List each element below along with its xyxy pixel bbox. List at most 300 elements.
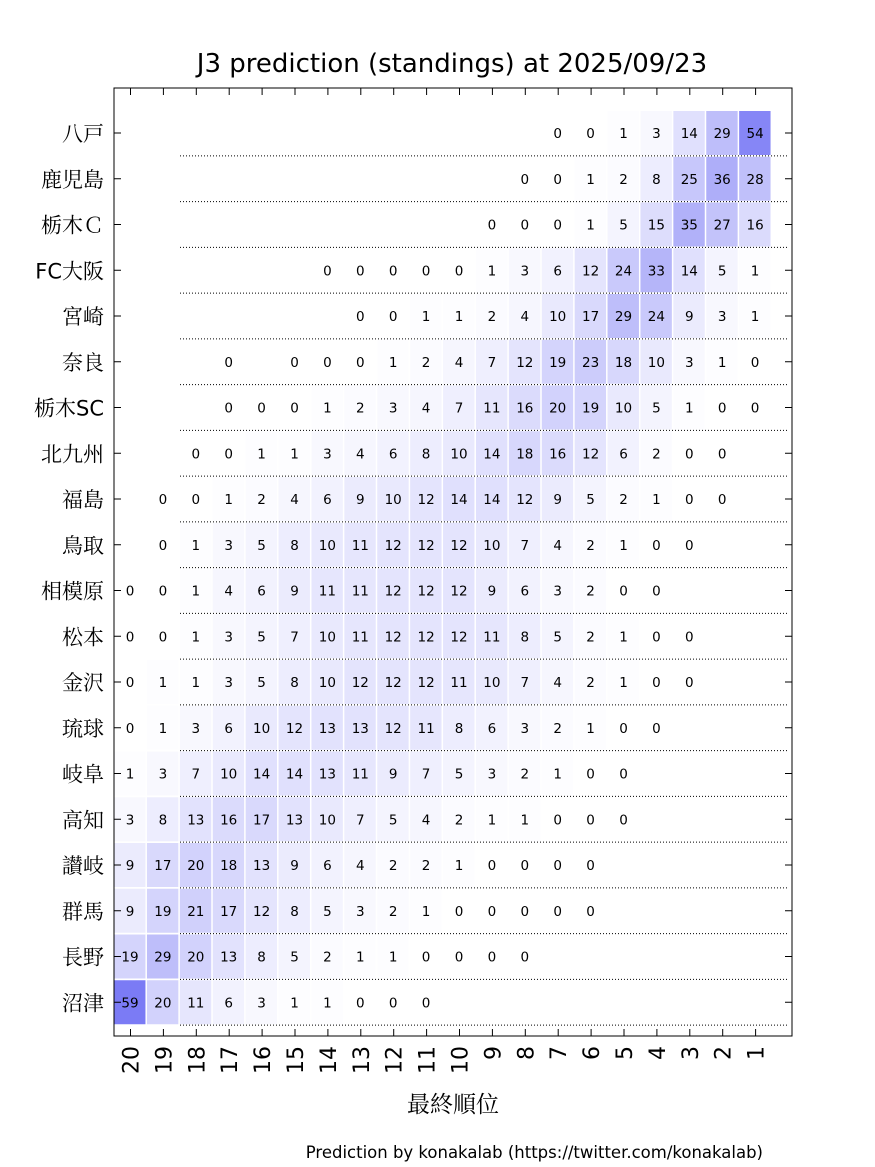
cell-value: 6 bbox=[553, 263, 562, 280]
cell-value: 24 bbox=[614, 263, 633, 280]
cell-value: 29 bbox=[614, 309, 633, 325]
cell-value: 0 bbox=[125, 583, 135, 600]
cell-value: 20 bbox=[187, 858, 205, 874]
x-tick-label: 1 bbox=[744, 1046, 770, 1060]
cell-value: 0 bbox=[454, 949, 464, 966]
cell-value: 3 bbox=[717, 309, 727, 325]
cell-value: 0 bbox=[685, 492, 694, 508]
cell-value: 3 bbox=[158, 766, 168, 783]
cell-value: 6 bbox=[520, 583, 530, 600]
cell-value: 12 bbox=[417, 629, 435, 646]
cell-value: 4 bbox=[224, 583, 233, 600]
cell-value: 1 bbox=[619, 537, 628, 554]
cell-value: 0 bbox=[652, 675, 661, 691]
cell-value: 3 bbox=[356, 903, 365, 920]
cell-value: 59 bbox=[121, 995, 139, 1012]
cell-value: 1 bbox=[158, 675, 168, 691]
team-label: 相模原 bbox=[41, 579, 104, 604]
cell-value: 10 bbox=[253, 720, 271, 737]
cell-value: 6 bbox=[388, 446, 398, 463]
team-label: 宮崎 bbox=[62, 305, 104, 329]
cell-value: 1 bbox=[290, 995, 299, 1012]
cell-value: 0 bbox=[487, 949, 497, 966]
cell-value: 14 bbox=[680, 263, 698, 280]
cell-value: 2 bbox=[257, 492, 266, 508]
cell-value: 0 bbox=[553, 903, 562, 920]
cell-value: 2 bbox=[586, 629, 595, 646]
team-label: 長野 bbox=[62, 945, 104, 970]
cell-value: 9 bbox=[290, 858, 299, 874]
cell-value: 17 bbox=[220, 903, 238, 920]
cell-value: 7 bbox=[191, 766, 201, 783]
cell-value: 1 bbox=[553, 766, 562, 783]
x-tick-label: 12 bbox=[382, 1046, 408, 1074]
team-label: FC大阪 bbox=[35, 259, 104, 284]
cell-value: 0 bbox=[388, 995, 398, 1012]
cell-value: 7 bbox=[421, 766, 431, 783]
cell-value: 1 bbox=[619, 675, 628, 691]
x-tick-label: 7 bbox=[547, 1046, 573, 1060]
cell-value: 12 bbox=[417, 675, 435, 691]
cell-value: 1 bbox=[586, 171, 595, 188]
cell-value: 10 bbox=[647, 354, 665, 371]
cell-value: 35 bbox=[680, 217, 698, 234]
x-tick-label: 9 bbox=[481, 1046, 507, 1060]
cell-value: 0 bbox=[487, 858, 497, 874]
cell-value: 7 bbox=[356, 812, 365, 829]
cell-value: 17 bbox=[154, 858, 172, 874]
cell-value: 9 bbox=[685, 309, 694, 325]
cell-value: 0 bbox=[323, 354, 332, 371]
team-label: 鹿児島 bbox=[41, 167, 104, 192]
cell-value: 0 bbox=[619, 812, 628, 829]
cell-value: 0 bbox=[619, 583, 628, 600]
cell-value: 5 bbox=[257, 629, 266, 646]
cell-value: 3 bbox=[553, 583, 562, 600]
cell-value: 0 bbox=[454, 263, 464, 280]
team-label: 金沢 bbox=[62, 671, 104, 695]
cell-value: 5 bbox=[553, 629, 562, 646]
cell-value: 2 bbox=[553, 720, 562, 737]
cell-value: 0 bbox=[257, 400, 266, 417]
cell-value: 0 bbox=[717, 492, 727, 508]
cell-value: 1 bbox=[191, 583, 201, 600]
cell-value: 17 bbox=[582, 309, 600, 325]
cell-value: 2 bbox=[586, 537, 595, 554]
cell-value: 1 bbox=[487, 812, 497, 829]
cell-value: 4 bbox=[520, 309, 530, 325]
cell-value: 1 bbox=[520, 812, 530, 829]
cell-value: 12 bbox=[384, 629, 402, 646]
cell-value: 1 bbox=[388, 949, 398, 966]
x-tick-label: 2 bbox=[711, 1046, 737, 1060]
cell-value: 9 bbox=[388, 766, 398, 783]
cell-value: 2 bbox=[388, 858, 398, 874]
cell-value: 36 bbox=[713, 171, 731, 188]
cell-value: 14 bbox=[450, 492, 468, 508]
cell-value: 2 bbox=[619, 492, 628, 508]
cell-value: 0 bbox=[586, 812, 595, 829]
cell-value: 6 bbox=[323, 858, 332, 874]
cell-value: 4 bbox=[421, 400, 431, 417]
cell-value: 8 bbox=[290, 903, 299, 920]
cell-value: 0 bbox=[356, 263, 365, 280]
cell-value: 1 bbox=[454, 309, 464, 325]
cell-value: 0 bbox=[520, 217, 530, 234]
cell-value: 0 bbox=[652, 583, 661, 600]
cell-value: 19 bbox=[582, 400, 600, 417]
cell-value: 11 bbox=[351, 583, 369, 600]
cell-value: 28 bbox=[746, 171, 764, 188]
cell-value: 1 bbox=[257, 446, 266, 463]
cell-value: 0 bbox=[619, 766, 628, 783]
cell-value: 11 bbox=[351, 629, 369, 646]
cell-value: 13 bbox=[253, 858, 271, 874]
cell-value: 0 bbox=[158, 492, 168, 508]
cell-value: 0 bbox=[421, 995, 431, 1012]
cell-value: 10 bbox=[318, 812, 336, 829]
x-tick-label: 11 bbox=[415, 1046, 441, 1074]
team-label: 鳥取 bbox=[62, 533, 104, 558]
cell-value: 4 bbox=[356, 446, 365, 463]
team-label: 奈良 bbox=[62, 350, 104, 375]
x-tick-label: 15 bbox=[284, 1046, 309, 1074]
x-tick-label: 10 bbox=[448, 1046, 474, 1074]
cell-value: 3 bbox=[323, 446, 332, 463]
team-label: 八戸 bbox=[62, 122, 104, 146]
cell-value: 12 bbox=[384, 720, 402, 737]
cell-value: 11 bbox=[417, 720, 435, 737]
cell-value: 3 bbox=[685, 354, 694, 371]
cell-value: 9 bbox=[125, 903, 135, 920]
cell-value: 0 bbox=[356, 354, 365, 371]
cell-value: 10 bbox=[483, 537, 501, 554]
team-label: 栃木SC bbox=[34, 396, 104, 421]
cell-value: 1 bbox=[586, 720, 595, 737]
cell-value: 3 bbox=[388, 400, 398, 417]
cell-value: 1 bbox=[191, 537, 201, 554]
x-axis-title: 最終順位 bbox=[407, 1092, 499, 1118]
cell-value: 16 bbox=[516, 400, 534, 417]
cell-value: 2 bbox=[487, 309, 497, 325]
cell-value: 8 bbox=[520, 629, 530, 646]
cell-value: 54 bbox=[746, 126, 764, 142]
cell-value: 13 bbox=[187, 812, 205, 829]
x-tick-label: 8 bbox=[514, 1046, 540, 1060]
cell-value: 29 bbox=[713, 126, 731, 142]
cell-value: 7 bbox=[520, 537, 530, 554]
cell-value: 0 bbox=[388, 263, 398, 280]
cell-value: 2 bbox=[421, 354, 431, 371]
cell-value: 24 bbox=[647, 309, 665, 325]
cell-value: 10 bbox=[614, 400, 633, 417]
cell-value: 3 bbox=[652, 126, 661, 142]
cell-value: 13 bbox=[220, 949, 238, 966]
cell-value: 12 bbox=[450, 583, 468, 600]
cell-value: 1 bbox=[421, 309, 431, 325]
cell-value: 11 bbox=[351, 766, 369, 783]
cell-value: 14 bbox=[483, 492, 501, 508]
cell-value: 3 bbox=[487, 766, 497, 783]
cell-value: 5 bbox=[717, 263, 727, 280]
cell-value: 1 bbox=[454, 858, 464, 874]
cell-value: 0 bbox=[685, 675, 694, 691]
cell-value: 6 bbox=[257, 583, 266, 600]
cell-value: 1 bbox=[158, 720, 168, 737]
cell-value: 12 bbox=[384, 537, 402, 554]
cell-value: 1 bbox=[750, 263, 760, 280]
cell-value: 6 bbox=[323, 492, 332, 508]
cell-value: 8 bbox=[290, 675, 299, 691]
x-tick-label: 5 bbox=[613, 1046, 638, 1060]
cell-value: 11 bbox=[483, 629, 501, 646]
cell-value: 0 bbox=[586, 858, 595, 874]
cell-value: 29 bbox=[154, 949, 172, 966]
cell-value: 1 bbox=[356, 949, 365, 966]
cell-value: 9 bbox=[553, 492, 562, 508]
cell-value: 6 bbox=[224, 720, 233, 737]
cell-value: 10 bbox=[318, 537, 336, 554]
cell-value: 1 bbox=[421, 903, 431, 920]
cell-value: 9 bbox=[356, 492, 365, 508]
cell-value: 14 bbox=[253, 766, 271, 783]
cell-value: 9 bbox=[487, 583, 497, 600]
cell-value: 0 bbox=[290, 354, 299, 371]
team-label: 岐阜 bbox=[62, 762, 104, 787]
cell-value: 2 bbox=[388, 903, 398, 920]
cell-value: 12 bbox=[351, 675, 369, 691]
cell-value: 1 bbox=[388, 354, 398, 371]
cell-value: 0 bbox=[553, 812, 562, 829]
cell-value: 20 bbox=[154, 995, 172, 1012]
cell-value: 8 bbox=[454, 720, 464, 737]
cell-value: 11 bbox=[351, 537, 369, 554]
x-tick-label: 17 bbox=[218, 1046, 244, 1074]
cell-value: 0 bbox=[750, 400, 760, 417]
cell-value: 9 bbox=[290, 583, 299, 600]
cell-value: 8 bbox=[290, 537, 299, 554]
cell-value: 18 bbox=[614, 354, 633, 371]
cell-value: 13 bbox=[285, 812, 304, 829]
cell-value: 0 bbox=[158, 537, 168, 554]
cell-value: 19 bbox=[121, 949, 139, 966]
cell-value: 1 bbox=[290, 446, 299, 463]
cell-value: 13 bbox=[318, 720, 336, 737]
x-tick-label: 19 bbox=[152, 1046, 178, 1074]
team-label: 松本 bbox=[62, 625, 104, 650]
cell-value: 0 bbox=[487, 903, 497, 920]
team-labels bbox=[34, 122, 104, 1015]
team-label: 群馬 bbox=[62, 899, 104, 924]
cell-value: 10 bbox=[450, 446, 468, 463]
cell-value: 11 bbox=[450, 675, 468, 691]
cell-value: 0 bbox=[290, 400, 299, 417]
cell-value: 0 bbox=[553, 217, 562, 234]
cell-value: 16 bbox=[549, 446, 567, 463]
cell-value: 5 bbox=[323, 903, 332, 920]
cell-value: 18 bbox=[220, 858, 238, 874]
cell-value: 20 bbox=[549, 400, 567, 417]
cell-value: 0 bbox=[125, 720, 135, 737]
cell-value: 0 bbox=[191, 492, 201, 508]
cell-value: 10 bbox=[318, 675, 336, 691]
cell-value: 0 bbox=[685, 537, 694, 554]
cell-value: 0 bbox=[520, 949, 530, 966]
cell-value: 5 bbox=[586, 492, 595, 508]
cell-value: 0 bbox=[586, 903, 595, 920]
cell-value: 8 bbox=[257, 949, 266, 966]
cell-value: 4 bbox=[454, 354, 464, 371]
cell-value: 1 bbox=[191, 629, 201, 646]
team-label: 高知 bbox=[62, 808, 104, 833]
x-tick-label: 6 bbox=[580, 1046, 606, 1060]
cell-value: 0 bbox=[191, 446, 201, 463]
cell-value: 10 bbox=[549, 309, 567, 325]
cell-value: 0 bbox=[224, 400, 233, 417]
cell-value: 0 bbox=[388, 309, 398, 325]
cell-value: 1 bbox=[619, 629, 628, 646]
cell-value: 3 bbox=[520, 720, 530, 737]
cell-value: 0 bbox=[487, 217, 497, 234]
cell-value: 10 bbox=[384, 492, 402, 508]
cell-value: 10 bbox=[483, 675, 501, 691]
cell-value: 4 bbox=[421, 812, 431, 829]
cell-value: 19 bbox=[154, 903, 172, 920]
cell-value: 0 bbox=[125, 675, 135, 691]
x-tick-label: 20 bbox=[119, 1046, 145, 1074]
cell-value: 0 bbox=[685, 629, 694, 646]
cell-value: 0 bbox=[717, 446, 727, 463]
cell-value: 0 bbox=[158, 583, 168, 600]
chart-title: J3 prediction (standings) at 2025/09/23 bbox=[196, 49, 708, 79]
cell-value: 16 bbox=[746, 217, 764, 234]
cell-value: 0 bbox=[553, 171, 562, 188]
cell-value: 0 bbox=[158, 629, 168, 646]
cell-value: 2 bbox=[356, 400, 365, 417]
x-tick-label: 3 bbox=[678, 1046, 704, 1060]
cell-value: 0 bbox=[750, 354, 760, 371]
cell-value: 2 bbox=[520, 766, 530, 783]
cell-value: 12 bbox=[582, 263, 600, 280]
cell-value: 4 bbox=[553, 675, 562, 691]
cell-value: 12 bbox=[384, 583, 402, 600]
team-label: 讃岐 bbox=[62, 854, 104, 878]
cell-value: 0 bbox=[652, 537, 661, 554]
team-label: 琉球 bbox=[62, 716, 104, 741]
cell-value: 0 bbox=[586, 126, 595, 142]
cell-value: 25 bbox=[680, 171, 698, 188]
team-label: 沼津 bbox=[62, 991, 104, 1016]
cell-value: 3 bbox=[125, 812, 135, 829]
cell-value: 12 bbox=[450, 629, 468, 646]
cell-value: 2 bbox=[421, 858, 431, 874]
cell-value: 0 bbox=[652, 720, 661, 737]
cell-value: 1 bbox=[191, 675, 201, 691]
cell-value: 14 bbox=[680, 126, 698, 142]
cell-value: 5 bbox=[257, 537, 266, 554]
cell-value: 2 bbox=[454, 812, 464, 829]
cell-value: 5 bbox=[454, 766, 464, 783]
cell-value: 2 bbox=[323, 949, 332, 966]
cell-value: 0 bbox=[125, 629, 135, 646]
cell-value: 14 bbox=[285, 766, 304, 783]
cell-value: 1 bbox=[619, 126, 628, 142]
cell-value: 1 bbox=[717, 354, 727, 371]
cell-value: 3 bbox=[520, 263, 530, 280]
cell-value: 6 bbox=[224, 995, 233, 1012]
cell-value: 0 bbox=[224, 354, 233, 371]
cell-value: 0 bbox=[553, 126, 562, 142]
x-tick-label: 16 bbox=[251, 1046, 277, 1074]
cell-value: 0 bbox=[454, 903, 464, 920]
cell-value: 0 bbox=[520, 903, 530, 920]
cell-value: 23 bbox=[582, 354, 600, 371]
cell-value: 12 bbox=[516, 492, 534, 508]
cell-value: 7 bbox=[487, 354, 497, 371]
cell-value: 0 bbox=[520, 171, 530, 188]
cell-value: 5 bbox=[257, 675, 266, 691]
cell-value: 12 bbox=[417, 537, 435, 554]
cell-value: 0 bbox=[421, 263, 431, 280]
cell-value: 27 bbox=[713, 217, 731, 234]
cell-value: 4 bbox=[553, 537, 562, 554]
cell-value: 14 bbox=[483, 446, 501, 463]
cell-value: 11 bbox=[187, 995, 205, 1012]
cell-value: 0 bbox=[652, 629, 661, 646]
cell-value: 20 bbox=[187, 949, 205, 966]
cell-value: 0 bbox=[717, 400, 727, 417]
cell-value: 8 bbox=[158, 812, 168, 829]
team-label: 栃木Ｃ bbox=[41, 213, 104, 238]
cell-value: 5 bbox=[652, 400, 661, 417]
cell-value: 2 bbox=[652, 446, 661, 463]
cell-value: 7 bbox=[290, 629, 299, 646]
cell-value: 3 bbox=[224, 675, 233, 691]
cell-value: 0 bbox=[356, 995, 365, 1012]
cell-value: 1 bbox=[125, 766, 135, 783]
cell-value: 19 bbox=[549, 354, 567, 371]
cell-value: 1 bbox=[652, 492, 661, 508]
cell-value: 0 bbox=[323, 263, 332, 280]
cell-value: 5 bbox=[619, 217, 628, 234]
cell-value: 2 bbox=[586, 583, 595, 600]
cell-value: 1 bbox=[323, 400, 332, 417]
cell-value: 18 bbox=[516, 446, 534, 463]
cell-value: 0 bbox=[356, 309, 365, 325]
cell-value: 15 bbox=[647, 217, 665, 234]
cell-value: 11 bbox=[483, 400, 501, 417]
cell-value: 8 bbox=[652, 171, 661, 188]
cell-value: 10 bbox=[220, 766, 238, 783]
cell-value: 10 bbox=[318, 629, 336, 646]
cell-value: 5 bbox=[290, 949, 299, 966]
cell-value: 3 bbox=[224, 537, 233, 554]
cell-value: 4 bbox=[290, 492, 299, 508]
x-tick-label: 14 bbox=[316, 1046, 342, 1074]
cell-value: 0 bbox=[553, 858, 562, 874]
rank-tick-labels bbox=[120, 1046, 770, 1074]
cell-value: 17 bbox=[253, 812, 271, 829]
cell-value: 1 bbox=[487, 263, 497, 280]
cell-value: 2 bbox=[586, 675, 595, 691]
x-tick-label: 4 bbox=[645, 1046, 671, 1060]
cell-value: 0 bbox=[619, 720, 628, 737]
cell-value: 1 bbox=[323, 995, 332, 1012]
cell-value: 8 bbox=[421, 446, 431, 463]
cell-value: 16 bbox=[220, 812, 238, 829]
cell-value: 11 bbox=[318, 583, 336, 600]
cell-value: 12 bbox=[253, 903, 271, 920]
